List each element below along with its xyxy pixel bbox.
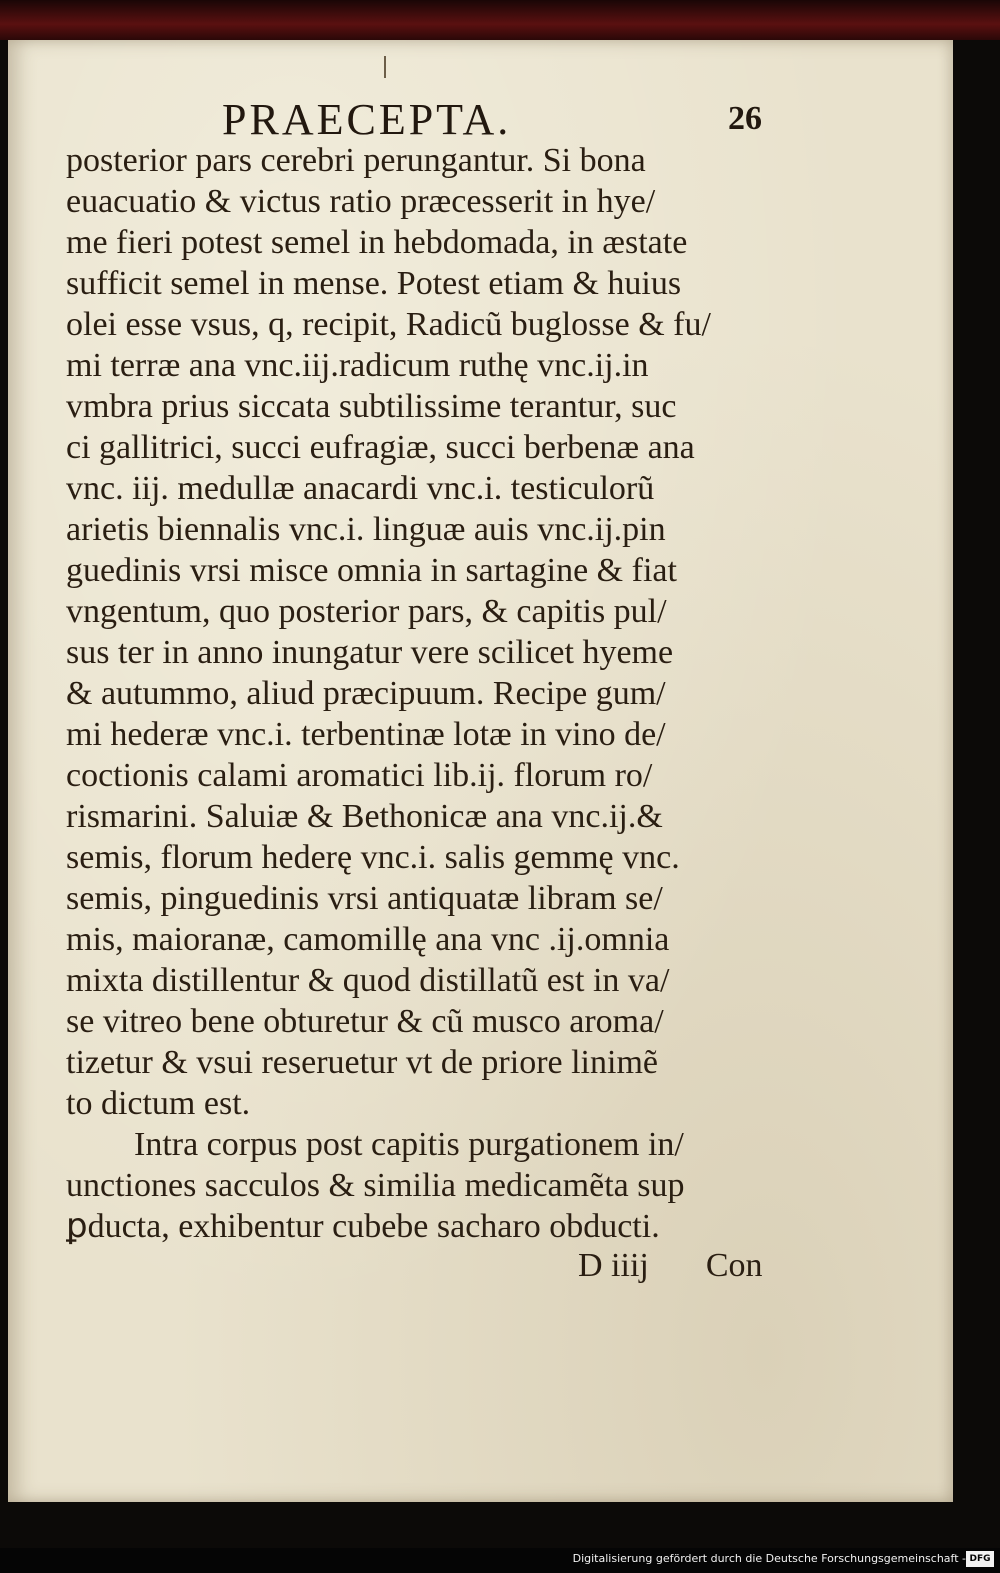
text-line: sus ter in anno inungatur vere scilicet hyeme: [66, 634, 674, 671]
text-line: me fieri potest semel in hebdomada, in æstate: [66, 224, 688, 261]
text-line: arietis biennalis vnc.i. linguæ auis vnc.ij.pin: [66, 511, 666, 548]
signature-catchword-line: [578, 1247, 763, 1285]
text-line: sufficit semel in mense. Potest etiam & huius: [66, 265, 682, 302]
catchword: Con: [705, 1247, 763, 1284]
gutter-mark: [384, 56, 386, 78]
text-line: mi hederæ vnc.i. terbentinæ lotæ in vino de/: [66, 716, 666, 753]
text-block: [66, 140, 796, 1247]
funding-credit: Digitalisierung gefördert durch die Deutsche Forschungsgemeinschaft -: [572, 1552, 966, 1565]
text-line: euacuatio & victus ratio præcesserit in hye/: [66, 183, 656, 220]
text-line: semis, pinguedinis vrsi antiquatæ libram se/: [66, 880, 663, 917]
running-head: PRAECEPTA.: [222, 95, 512, 144]
dfg-logo: DFG: [966, 1551, 994, 1567]
page-number: 26: [728, 100, 762, 137]
text-line: rismarini. Saluiæ & Bethonicæ ana vnc.ij.&: [66, 798, 663, 835]
text-line: ci gallitrici, succi eufragiæ, succi berbenæ ana: [66, 429, 695, 466]
text-line: coctionis calami aromatici lib.ij. florum ro/: [66, 757, 653, 794]
text-line: guedinis vrsi misce omnia in sartagine & fiat: [66, 552, 677, 589]
text-line: unctiones sacculos & similia medicamẽta sup: [66, 1167, 685, 1204]
text-line: olei esse vsus, q, recipit, Radicũ buglosse & fu/: [66, 306, 711, 343]
red-page-edge: [0, 0, 1000, 40]
text-line: vmbra prius siccata subtilissime terantur, suc: [66, 388, 677, 425]
text-line: posterior pars cerebri perungantur. Si bona: [66, 142, 646, 179]
text-line: tizetur & vsui reseruetur vt de priore linimẽ: [66, 1044, 658, 1081]
text-line: vngentum, quo posterior pars, & capitis pul/: [66, 593, 667, 630]
text-line: mixta distillentur & quod distillatũ est in va/: [66, 962, 670, 999]
text-line: to dictum est.: [66, 1085, 251, 1122]
text-line: mi terræ ana vnc.iij.radicum ruthę vnc.ij.in: [66, 347, 649, 384]
signature-mark: D iiij: [578, 1247, 649, 1284]
text-line: mis, maioranæ, camomillę ana vnc .ij.omnia: [66, 921, 670, 958]
paragraph-first-line: Intra corpus post capitis purgationem in/: [134, 1126, 684, 1163]
text-line: ꝑducta, exhibentur cubebe sacharo obducti.: [66, 1208, 660, 1245]
text-line: & autummo, aliud præcipuum. Recipe gum/: [66, 675, 666, 712]
text-line: semis, florum hederę vnc.i. salis gemmę vnc.: [66, 839, 680, 876]
text-line: se vitreo bene obturetur & cũ musco aroma/: [66, 1003, 664, 1040]
text-line: vnc. iij. medullæ anacardi vnc.i. testiculorũ: [66, 470, 655, 507]
